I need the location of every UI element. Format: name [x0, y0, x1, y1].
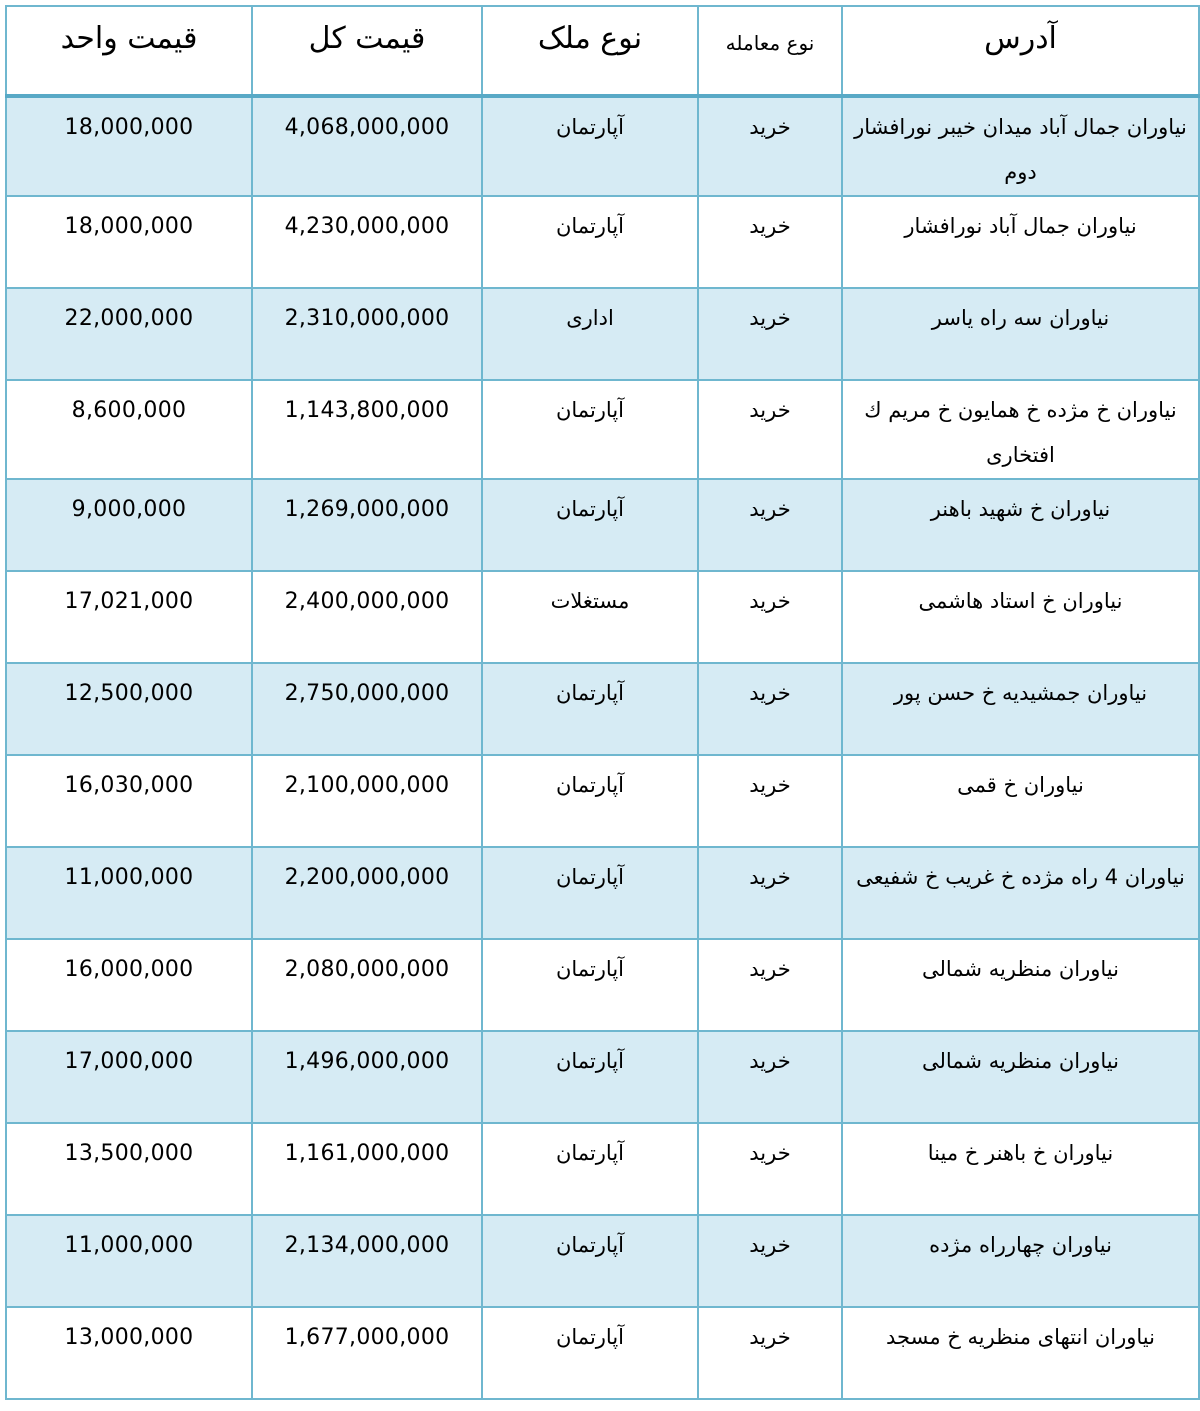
cell-address: نیاوران خ شهید باهنر: [842, 479, 1199, 571]
cell-address: نیاوران منظریه شمالی: [842, 1031, 1199, 1123]
header-deal-type: نوع معامله: [698, 6, 842, 96]
table-row: [6, 847, 1199, 939]
cell-deal-type: خرید: [698, 1307, 842, 1399]
cell-total-price: 2,310,000,000: [252, 288, 482, 380]
cell-unit-price: 18,000,000: [6, 96, 252, 196]
cell-property-type: آپارتمان: [482, 1215, 698, 1307]
table-row: [6, 479, 1199, 571]
cell-deal-type: خرید: [698, 96, 842, 196]
cell-unit-price: 11,000,000: [6, 847, 252, 939]
table-row: [6, 571, 1199, 663]
cell-unit-price: 16,030,000: [6, 755, 252, 847]
header-property-type: نوع ملک: [482, 6, 698, 96]
table-row: [6, 1123, 1199, 1215]
cell-total-price: 2,080,000,000: [252, 939, 482, 1031]
table-row: [6, 96, 1199, 196]
cell-unit-price: 9,000,000: [6, 479, 252, 571]
cell-property-type: آپارتمان: [482, 1123, 698, 1215]
cell-address: نیاوران سه راه یاسر: [842, 288, 1199, 380]
cell-address: نیاوران جمشیدیه خ حسن پور: [842, 663, 1199, 755]
cell-total-price: 2,100,000,000: [252, 755, 482, 847]
cell-property-type: آپارتمان: [482, 1307, 698, 1399]
cell-address: نیاوران 4 راه مژده خ غریب خ شفیعی: [842, 847, 1199, 939]
header-unit-price: قیمت واحد: [6, 6, 252, 96]
cell-property-type: مستغلات: [482, 571, 698, 663]
cell-unit-price: 17,000,000: [6, 1031, 252, 1123]
cell-property-type: آپارتمان: [482, 939, 698, 1031]
cell-total-price: 2,750,000,000: [252, 663, 482, 755]
table-row: [6, 380, 1199, 479]
cell-address: نیاوران انتهای منظریه خ مسجد: [842, 1307, 1199, 1399]
cell-deal-type: خرید: [698, 288, 842, 380]
table-row: [6, 1307, 1199, 1399]
cell-deal-type: خرید: [698, 196, 842, 288]
cell-property-type: آپارتمان: [482, 847, 698, 939]
table-row: [6, 1215, 1199, 1307]
cell-deal-type: خرید: [698, 1215, 842, 1307]
cell-unit-price: 16,000,000: [6, 939, 252, 1031]
table-header: [6, 6, 1199, 96]
cell-property-type: آپارتمان: [482, 479, 698, 571]
cell-address: نیاوران جمال آباد نورافشار: [842, 196, 1199, 288]
cell-total-price: 4,068,000,000: [252, 96, 482, 196]
cell-total-price: 2,134,000,000: [252, 1215, 482, 1307]
table-row: [6, 196, 1199, 288]
cell-unit-price: 8,600,000: [6, 380, 252, 479]
table-row: [6, 288, 1199, 380]
cell-unit-price: 22,000,000: [6, 288, 252, 380]
cell-address: نیاوران منظریه شمالی: [842, 939, 1199, 1031]
table-row: [6, 755, 1199, 847]
cell-property-type: آپارتمان: [482, 1031, 698, 1123]
header-address: آدرس: [842, 6, 1199, 96]
cell-deal-type: خرید: [698, 479, 842, 571]
cell-unit-price: 18,000,000: [6, 196, 252, 288]
header-total-price: قیمت کل: [252, 6, 482, 96]
cell-property-type: آپارتمان: [482, 663, 698, 755]
cell-property-type: آپارتمان: [482, 196, 698, 288]
cell-unit-price: 11,000,000: [6, 1215, 252, 1307]
cell-unit-price: 12,500,000: [6, 663, 252, 755]
table-row: [6, 1031, 1199, 1123]
cell-address: نیاوران جمال آباد میدان خیبر نورافشار دوم: [842, 96, 1199, 196]
cell-unit-price: 13,500,000: [6, 1123, 252, 1215]
cell-deal-type: خرید: [698, 939, 842, 1031]
cell-deal-type: خرید: [698, 571, 842, 663]
table-row: [6, 663, 1199, 755]
cell-deal-type: خرید: [698, 663, 842, 755]
cell-address: نیاوران خ استاد هاشمی: [842, 571, 1199, 663]
cell-address: نیاوران خ قمی: [842, 755, 1199, 847]
cell-property-type: آپارتمان: [482, 755, 698, 847]
property-listing-table: [5, 5, 1200, 1400]
cell-unit-price: 13,000,000: [6, 1307, 252, 1399]
header-row: [6, 6, 1199, 96]
cell-address: نیاوران خ باهنر خ مینا: [842, 1123, 1199, 1215]
cell-property-type: آپارتمان: [482, 380, 698, 479]
cell-total-price: 1,161,000,000: [252, 1123, 482, 1215]
table-row: [6, 939, 1199, 1031]
cell-total-price: 2,400,000,000: [252, 571, 482, 663]
cell-address: نیاوران خ مژده خ همایون خ مریم ك افتخاری: [842, 380, 1199, 479]
cell-unit-price: 17,021,000: [6, 571, 252, 663]
cell-address: نیاوران چهارراه مژده: [842, 1215, 1199, 1307]
table-body: [6, 96, 1199, 1399]
cell-total-price: 1,496,000,000: [252, 1031, 482, 1123]
cell-total-price: 1,677,000,000: [252, 1307, 482, 1399]
cell-property-type: آپارتمان: [482, 96, 698, 196]
cell-total-price: 1,143,800,000: [252, 380, 482, 479]
cell-deal-type: خرید: [698, 1123, 842, 1215]
cell-property-type: اداری: [482, 288, 698, 380]
cell-deal-type: خرید: [698, 847, 842, 939]
cell-deal-type: خرید: [698, 755, 842, 847]
cell-deal-type: خرید: [698, 1031, 842, 1123]
cell-total-price: 2,200,000,000: [252, 847, 482, 939]
cell-total-price: 1,269,000,000: [252, 479, 482, 571]
cell-total-price: 4,230,000,000: [252, 196, 482, 288]
cell-deal-type: خرید: [698, 380, 842, 479]
